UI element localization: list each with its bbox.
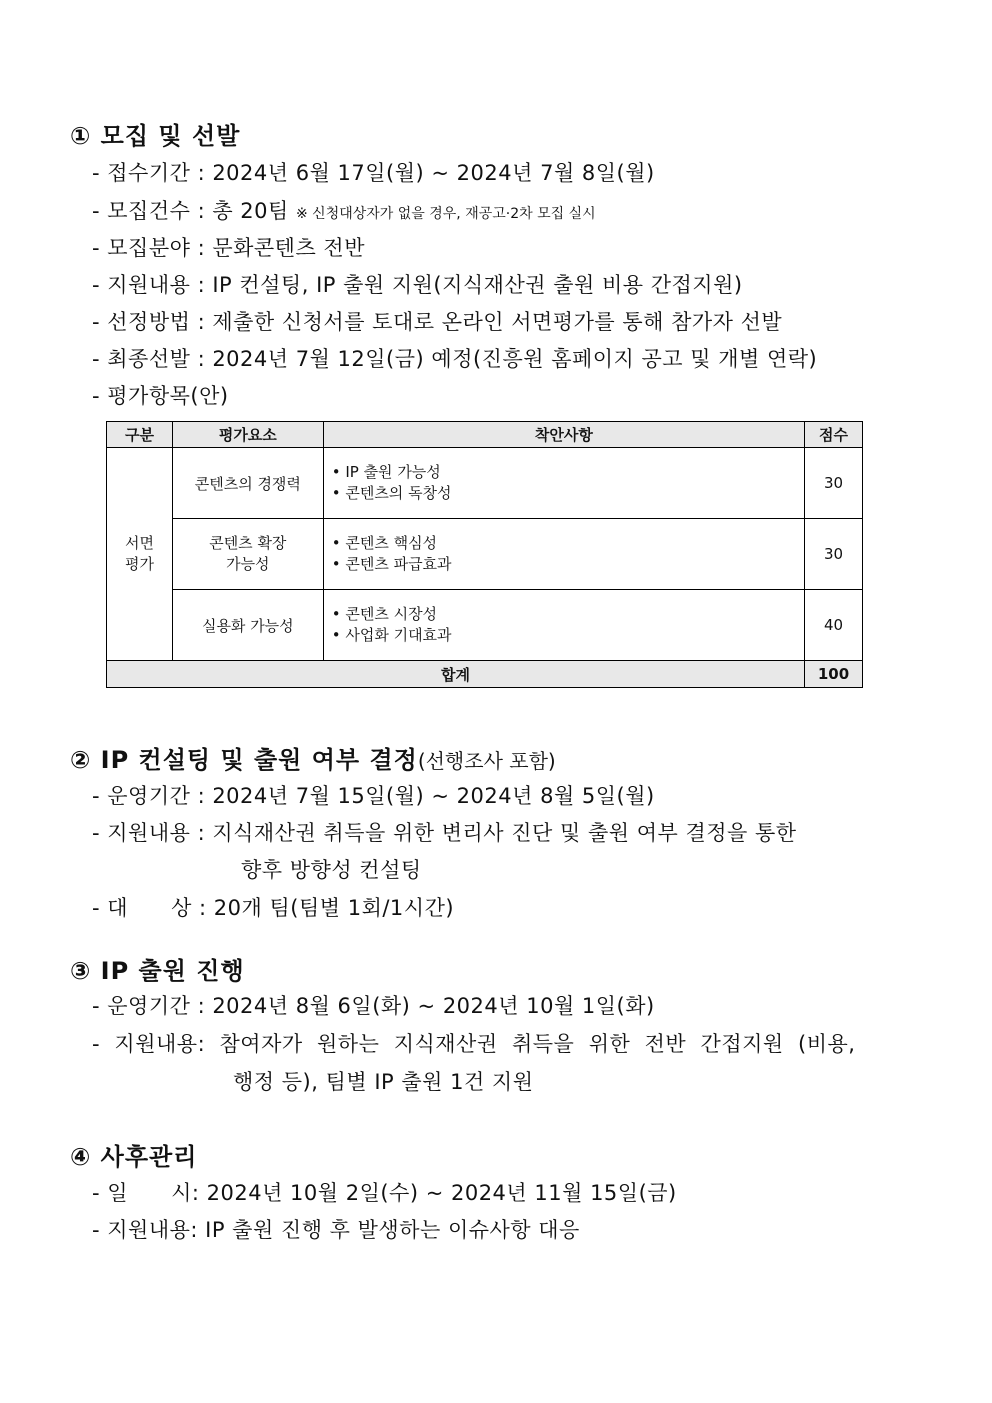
criteria-item: • IP 출원 가능성 bbox=[331, 463, 441, 481]
evaluation-table bbox=[106, 421, 863, 688]
s3-operation-period: - 운영기간 : 2024년 8월 6일(화) ~ 2024년 10월 1일(화) bbox=[92, 994, 655, 1018]
criteria-cell bbox=[323, 590, 804, 661]
score-cell: 30 bbox=[805, 519, 863, 590]
s3-support-content-cont: 행정 등), 팀별 IP 출원 1건 지원 bbox=[233, 1070, 534, 1094]
criteria-item: • 콘텐츠의 독창성 bbox=[331, 484, 452, 502]
s3-support-content: - 지원내용: 참여자가 원하는 지식재산권 취득을 위한 전반 간접지원 (비용, bbox=[92, 1032, 856, 1056]
table-row bbox=[107, 448, 863, 519]
s1-support-content: - 지원내용 : IP 컨설팅, IP 출원 지원(지식재산권 출원 비용 간접지원) bbox=[92, 273, 743, 297]
criteria-item: • 사업화 기대효과 bbox=[331, 626, 452, 644]
section3-title: ③ IP 출원 진행 bbox=[70, 957, 245, 985]
s1-recruit-count-text: - 모집건수 : 총 20팀 bbox=[92, 199, 289, 223]
s1-final-selection: - 최종선발 : 2024년 7월 12일(금) 예정(진흥원 홈페이지 공고 및 개별 연락) bbox=[92, 347, 818, 371]
s1-recruit-count bbox=[92, 195, 596, 225]
section4-title: ④ 사후관리 bbox=[70, 1143, 198, 1171]
factor-cell: 실용화 가능성 bbox=[172, 590, 323, 661]
s1-reception-period: - 접수기간 : 2024년 6월 17일(월) ~ 2024년 7월 8일(월) bbox=[92, 161, 655, 185]
s1-recruit-field: - 모집분야 : 문화콘텐츠 전반 bbox=[92, 236, 365, 260]
criteria-item: • 콘텐츠 시장성 bbox=[331, 605, 438, 623]
s2-support-content-cont: 향후 방향성 컨설팅 bbox=[241, 858, 422, 882]
s4-support-content: - 지원내용: IP 출원 진행 후 발생하는 이슈사항 대응 bbox=[92, 1218, 580, 1242]
table-total-row bbox=[107, 661, 863, 688]
criteria-cell bbox=[323, 448, 804, 519]
header-category: 구분 bbox=[107, 422, 173, 448]
total-score: 100 bbox=[805, 661, 863, 688]
s1-recruit-note: ※ 신청대상자가 없을 경우, 재공고·2차 모집 실시 bbox=[295, 206, 596, 222]
header-factor: 평가요소 bbox=[172, 422, 323, 448]
section2-title-sub: (선행조사 포함) bbox=[417, 749, 556, 773]
table-header-row bbox=[107, 422, 863, 448]
section2-title-main: ② IP 컨설팅 및 출원 여부 결정 bbox=[70, 746, 418, 774]
s2-operation-period: - 운영기간 : 2024년 7월 15일(월) ~ 2024년 8월 5일(월) bbox=[92, 784, 655, 808]
table-row bbox=[107, 590, 863, 661]
s1-selection-method: - 선정방법 : 제출한 신청서를 토대로 온라인 서면평가를 통해 참가자 선발 bbox=[92, 310, 783, 334]
s2-target: - 대 상 : 20개 팀(팀별 1회/1시간) bbox=[92, 896, 455, 920]
total-label: 합계 bbox=[107, 661, 805, 688]
criteria-cell bbox=[323, 519, 804, 590]
s4-schedule: - 일 시: 2024년 10월 2일(수) ~ 2024년 11월 15일(금) bbox=[92, 1181, 677, 1205]
header-criteria: 착안사항 bbox=[323, 422, 804, 448]
factor-cell: 콘텐츠 확장 가능성 bbox=[172, 519, 323, 590]
criteria-item: • 콘텐츠 파급효과 bbox=[331, 555, 452, 573]
factor-cell: 콘텐츠의 경쟁력 bbox=[172, 448, 323, 519]
section1-title: ① 모집 및 선발 bbox=[70, 122, 241, 150]
section2-title bbox=[70, 740, 556, 775]
s1-eval-items: - 평가항목(안) bbox=[92, 384, 229, 408]
score-cell: 30 bbox=[805, 448, 863, 519]
criteria-item: • 콘텐츠 핵심성 bbox=[331, 534, 438, 552]
category-cell: 서면 평가 bbox=[107, 448, 173, 661]
s2-support-content: - 지원내용 : 지식재산권 취득을 위한 변리사 진단 및 출원 여부 결정을 통한 bbox=[92, 821, 797, 845]
score-cell: 40 bbox=[805, 590, 863, 661]
header-score: 점수 bbox=[805, 422, 863, 448]
table-row bbox=[107, 519, 863, 590]
